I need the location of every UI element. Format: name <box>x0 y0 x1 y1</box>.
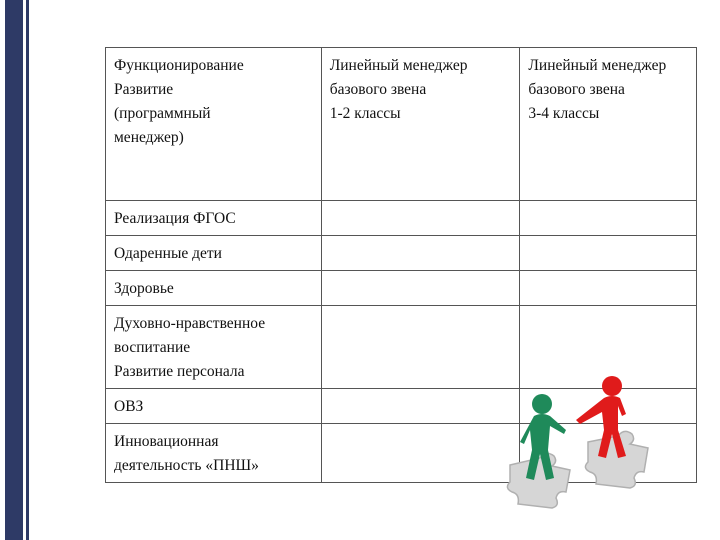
row-label: Развитие персонала <box>114 363 245 380</box>
puzzle-piece-left <box>507 453 570 508</box>
header-cell-functioning <box>106 48 322 201</box>
empty-cell <box>321 271 520 306</box>
header-line: Функционирование <box>114 57 244 74</box>
header-line: Развитие <box>114 81 174 98</box>
row-label: воспитание <box>114 339 191 356</box>
row-label-cell <box>106 424 322 483</box>
table-header-row <box>106 48 697 201</box>
header-line: (программный <box>114 105 211 122</box>
left-stripe-line <box>26 0 29 540</box>
empty-cell <box>321 389 520 424</box>
header-cell-grades-3-4 <box>520 48 697 201</box>
header-line: Линейный менеджер <box>329 57 468 74</box>
header-line: Линейный менеджер <box>528 57 667 74</box>
row-label: Реализация ФГОС <box>114 210 236 227</box>
row-label: Инновационная <box>114 433 219 450</box>
row-label: Здоровье <box>114 280 174 297</box>
empty-cell <box>321 306 520 389</box>
empty-cell <box>321 236 520 271</box>
row-label: ОВЗ <box>114 398 144 415</box>
empty-cell <box>520 201 697 236</box>
table-row <box>106 201 697 236</box>
row-label-cell <box>106 201 322 236</box>
row-label-cell <box>106 236 322 271</box>
row-label: Духовно-нравственное <box>114 315 266 332</box>
header-cell-grades-1-2 <box>321 48 520 201</box>
empty-cell <box>520 236 697 271</box>
table-row <box>106 236 697 271</box>
left-stripe-band <box>5 0 23 540</box>
empty-cell <box>321 424 520 483</box>
header-line: 3-4 классы <box>528 105 600 122</box>
row-label-cell <box>106 306 322 389</box>
header-line: базового звена <box>329 81 427 98</box>
puzzle-people-icon <box>500 370 660 520</box>
row-label-cell <box>106 389 322 424</box>
empty-cell <box>321 201 520 236</box>
row-label-cell <box>106 271 322 306</box>
header-line: базового звена <box>528 81 625 98</box>
red-figure <box>576 376 626 458</box>
table-row <box>106 271 697 306</box>
left-decorative-stripe <box>0 0 30 540</box>
empty-cell <box>520 271 697 306</box>
header-line: менеджер) <box>114 129 184 146</box>
header-line: 1-2 классы <box>329 105 401 122</box>
row-label: Одаренные дети <box>114 245 222 262</box>
row-label: деятельность «ПНШ» <box>114 457 259 474</box>
